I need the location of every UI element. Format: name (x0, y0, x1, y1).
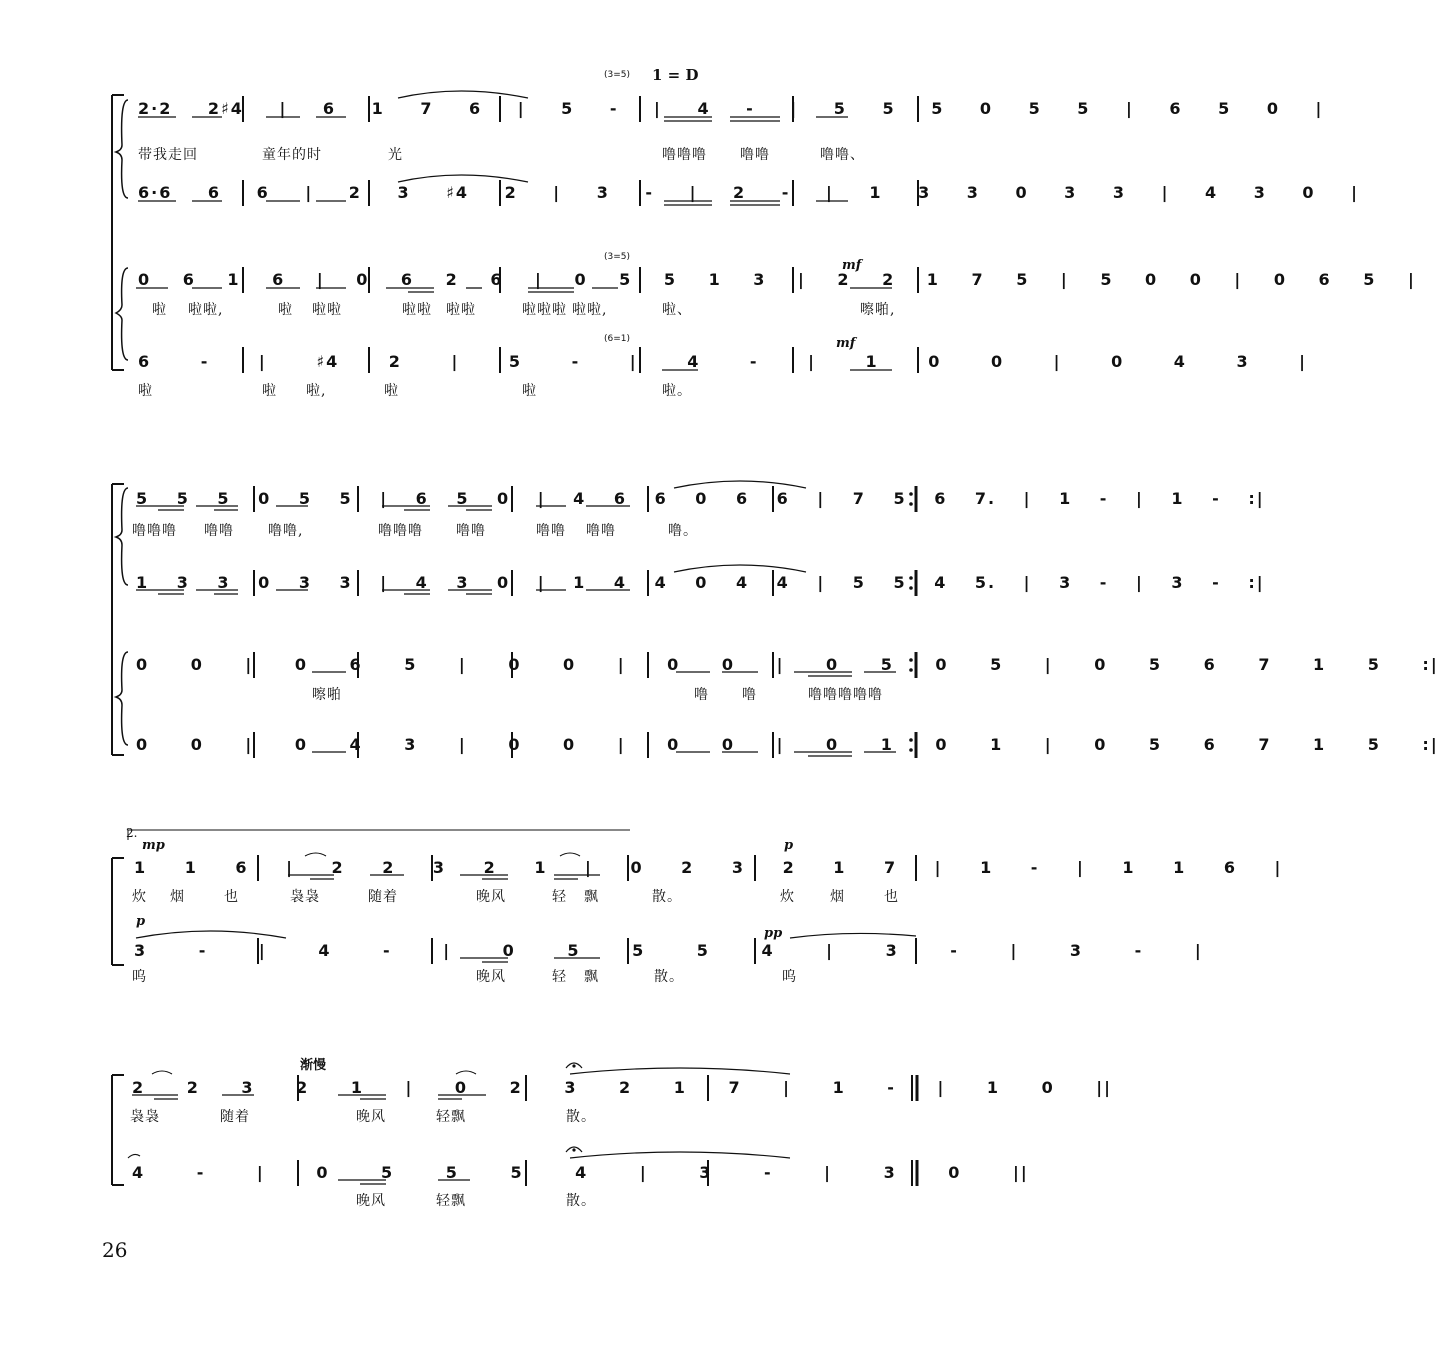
lyric: 噜噜、 (820, 147, 865, 163)
volta-bracket-label: 2. (126, 826, 138, 840)
lyric: 散。 (566, 1109, 596, 1125)
lyric: 随着 (368, 889, 398, 905)
lyric: 轻飘 (436, 1109, 466, 1125)
lyric: 噜噜 (204, 523, 234, 539)
lyric: 随着 (220, 1109, 250, 1125)
lyric: 噜。 (668, 523, 698, 539)
lyric: 袅袅 (290, 889, 320, 905)
notation-row: 1 1 6 | 2 2 3 2 1 | 0 2 3 2 1 7 | 1 - | 1 1 6 | (134, 858, 1283, 877)
lyric: 啦 (138, 383, 153, 399)
lyric: 噜噜, (268, 523, 304, 539)
notation-row: 0 6 1 6 | 0 6 2 6 | 0 5 5 1 3 | 2 2 1 7 5 | 5 0 0 | 0 6 5 | (138, 270, 1416, 289)
lyric: 啦。 (662, 383, 692, 399)
dynamic-mark: mp (142, 838, 165, 853)
lyric: 散。 (654, 969, 684, 985)
lyric: 烟 (170, 889, 185, 905)
dynamic-mark: pp (764, 926, 783, 941)
lyric: 散。 (566, 1193, 596, 1209)
lyric: 轻 (552, 889, 567, 905)
lyric: 啦 (522, 383, 537, 399)
lyric: 噜 (694, 687, 709, 703)
lyric: 啦、 (662, 302, 692, 318)
lyric: 轻飘 (436, 1193, 466, 1209)
lyric: 啦啦 (312, 302, 342, 318)
notation-row: 1 3 3 0 3 3 | 4 3 0 | 1 4 4 0 4 4 | 5 5 4 5. | 3 - | 3 - :| (136, 573, 1265, 592)
lyric: 啦啦 (402, 302, 432, 318)
key-change-mark: (6=1) (604, 334, 631, 344)
lyric: 呜 (132, 969, 147, 985)
notation-row: 2·2 2♯4 | 6 1 7 6 | 5 - | 4 - | 5 5 5 0 5 5 | 6 5 0 | (138, 99, 1324, 118)
notation-row: 6·6 6 6 | 2 3 ♯4 2 | 3 - | 2 - | 1 3 3 0 3 3 | 4 3 0 | (138, 183, 1359, 202)
lyric: 噜噜噜噜噜 (808, 687, 883, 703)
lyric: 啦 (262, 383, 277, 399)
lyric: 啦, (306, 383, 327, 399)
lyric: 噜 (742, 687, 757, 703)
lyric: 童年的时 (262, 147, 322, 163)
lyric: 轻 (552, 969, 567, 985)
notation-row: 4 - | 0 5 5 5 4 | 3 - | 3 0 || (132, 1163, 1029, 1182)
lyric: 啦 (278, 302, 293, 318)
lyric: 噜噜噜 (662, 147, 707, 163)
lyric: 飘 (584, 889, 599, 905)
lyric: 噜噜 (740, 147, 770, 163)
lyric: 炊 (132, 889, 147, 905)
lyric: 噜噜 (586, 523, 616, 539)
lyric: 散。 (652, 889, 682, 905)
lyric: 啦 (152, 302, 167, 318)
dynamic-mark: p (784, 838, 794, 853)
lyric: 噜噜 (536, 523, 566, 539)
lyric: 也 (884, 889, 899, 905)
notation-row: 3 - | 4 - | 0 5 5 5 4 | 3 - | 3 - | (134, 941, 1203, 960)
lyric: 啦啦, (188, 302, 224, 318)
lyric: 晚风 (476, 889, 506, 905)
notation-row: 6 - | ♯4 2 | 5 - | 4 - | 1 0 0 | 0 4 3 | (138, 352, 1308, 371)
lyric: 啦 (384, 383, 399, 399)
notation-row: 0 0 | 0 6 5 | 0 0 | 0 0 | 0 5 0 5 | 0 5 6 7 1 5 :| (136, 655, 1439, 674)
lyric: 啦啦, (572, 302, 608, 318)
lyric: 带我走回 (138, 147, 198, 163)
notation-row: 2 2 3 2 1 | 0 2 3 2 1 7 | 1 - | 1 0 || (132, 1078, 1112, 1097)
key-signature: 1 = D (652, 66, 699, 84)
lyric: 炊 (780, 889, 795, 905)
lyric: 光 (388, 147, 403, 163)
lyric: 呜 (782, 969, 797, 985)
notation-row: 5 5 5 0 5 5 | 6 5 0 | 4 6 6 0 6 6 | 7 5 6 7. | 1 - | 1 - :| (136, 489, 1265, 508)
key-change-mark: (3=5) (604, 70, 631, 80)
dynamic-mark: p (136, 914, 146, 929)
lyric: 噜噜 (456, 523, 486, 539)
lyric: 袅袅 (130, 1109, 160, 1125)
lyric: 噜噜噜 (378, 523, 423, 539)
lyric: 飘 (584, 969, 599, 985)
key-change-mark: (3=5) (604, 252, 631, 262)
tempo-marking: 渐慢 (300, 1058, 327, 1073)
lyric: 噜噜噜 (132, 523, 177, 539)
notation-row: 0 0 | 0 4 3 | 0 0 | 0 0 | 0 1 0 1 | 0 5 6 7 1 5 :| (136, 735, 1439, 754)
lyric: 啦啦啦 (522, 302, 567, 318)
dynamic-mark: mf (842, 258, 862, 273)
page-number: 26 (102, 1238, 128, 1262)
lyric: 啦啦 (446, 302, 476, 318)
lyric: 晚风 (356, 1109, 386, 1125)
lyric: 也 (224, 889, 239, 905)
lyric: 烟 (830, 889, 845, 905)
lyric: 嚓啪 (312, 687, 342, 703)
lyric: 晚风 (356, 1193, 386, 1209)
lyric: 嚓啪, (860, 302, 896, 318)
lyric: 晚风 (476, 969, 506, 985)
dynamic-mark: mf (836, 336, 856, 351)
